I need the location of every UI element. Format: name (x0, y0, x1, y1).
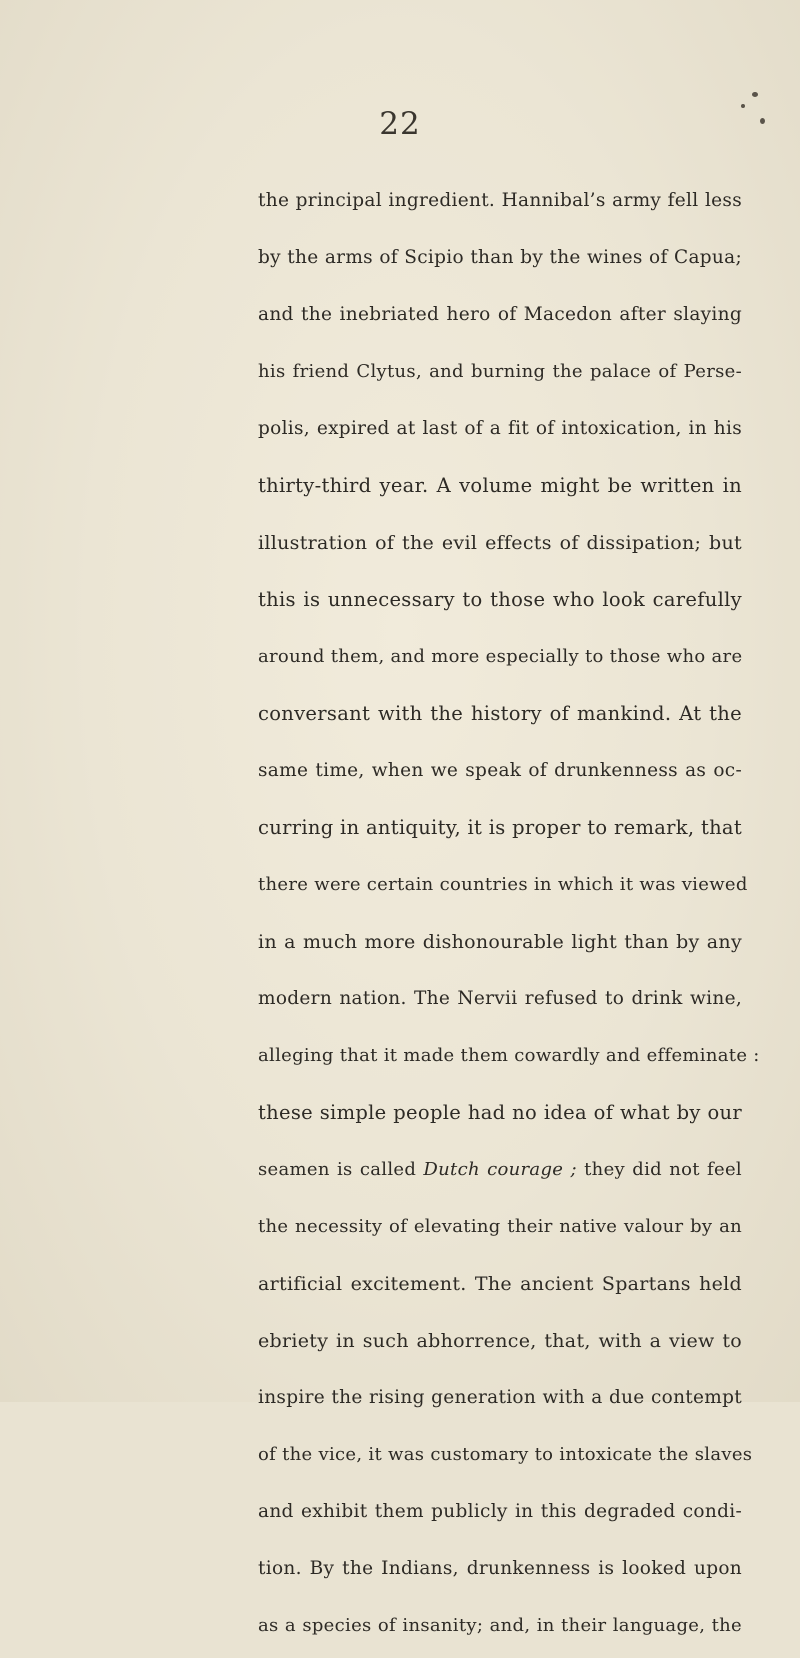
text-line: thirty-third year. A volume might be written in (258, 474, 742, 497)
text-line: ebriety in such abhorrence, that, with a view to (258, 1330, 742, 1352)
text-line: by the arms of Scipio than by the wines of Capua; (258, 247, 742, 268)
text-line: same time, when we speak of drunkenness as oc- (258, 760, 742, 781)
text-line: in a much more dishonourable light than by any (258, 931, 742, 953)
text-line: there were certain countries in which it was viewed (258, 874, 748, 895)
text-line: and exhibit them publicly in this degraded condi- (258, 1501, 742, 1522)
ink-speck (752, 92, 758, 97)
text-line: the principal ingredient. Hannibal’s army fell less (258, 190, 742, 211)
text-line: artificial excitement. The ancient Spartans held (258, 1273, 742, 1295)
text-line: conversant with the history of mankind. At the (258, 702, 742, 725)
body-text (258, 176, 760, 1658)
italic-phrase: Dutch courage ; (423, 1159, 577, 1180)
text-line: and the inebriated hero of Macedon after slaying (258, 304, 742, 325)
page-number: 22 (379, 106, 421, 142)
text-line: modern nation. The Nervii refused to drink wine, (258, 988, 742, 1009)
text-line: his friend Clytus, and burning the palace of Perse- (258, 361, 742, 382)
text-line: tion. By the Indians, drunkenness is looked upon (258, 1558, 742, 1579)
text-line: inspire the rising generation with a due contempt (258, 1387, 742, 1408)
text-line: polis, expired at last of a fit of intoxication, in his (258, 418, 742, 439)
text-line: alleging that it made them cowardly and effeminate : (258, 1045, 760, 1066)
text-line: as a species of insanity; and, in their language, the (258, 1615, 742, 1636)
text-line: of the vice, it was customary to intoxicate the slaves (258, 1444, 753, 1465)
text-line: these simple people had no idea of what by our (258, 1101, 742, 1124)
text-line: curring in antiquity, it is proper to remark, that (258, 816, 742, 839)
text-line: around them, and more especially to those who are (258, 646, 743, 667)
text-line: this is unnecessary to those who look carefully (258, 588, 742, 611)
text-line: the necessity of elevating their native valour by an (258, 1216, 742, 1237)
text-segment: seamen is called (258, 1159, 417, 1180)
text-segment: they did not feel (584, 1159, 742, 1180)
text-line: illustration of the evil effects of dissipation; but (258, 532, 742, 554)
text-line (258, 1145, 742, 1202)
